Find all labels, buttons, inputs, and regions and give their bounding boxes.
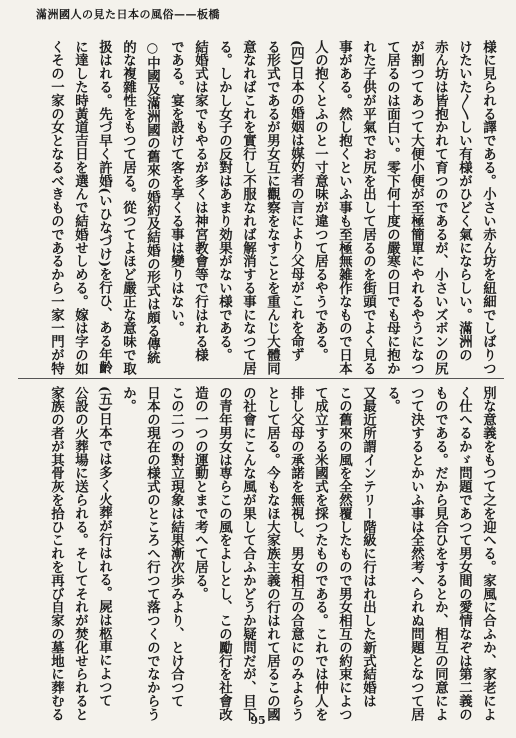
text-column: 家族の者が其骨灰を拾ひこれを再び自家の墓地に葬むる — [48, 386, 65, 721]
divider-line — [18, 378, 504, 379]
running-header: 滿洲國人の見た日本の風俗——板橋 — [36, 8, 220, 21]
text-column: 赤ん坊は皆抱かれて育つのであるが、小さいズボンの尻 — [432, 40, 449, 375]
text-column: (五)日本では多く火葬が行はれる。屍は柩車によつて — [96, 386, 113, 707]
text-column: が割つてあつて大便小便が至極簡單にやれるやうになつ — [408, 40, 425, 375]
text-column: て成立する米國式を採つたものである。これでは仲人を — [312, 386, 329, 721]
text-column: (四)日本の婚姻は媒妁者の言により父母がこれを命ず — [288, 40, 305, 361]
text-column: 的な複雜性をもつて居る。從つてよほど嚴正な意味で取 — [120, 40, 137, 375]
text-column: か。 — [120, 386, 137, 413]
text-column: 意なればこれを實行し不服なれば解消する事になつて居 — [240, 40, 257, 375]
text-column: ものである。だから見合ひをするとか、相互の同意によ — [432, 386, 449, 721]
text-column: である。宴を設けて客を享くる事は變りはない。 — [168, 40, 185, 335]
text-column: この舊來の風を全然覆したもので男女相互の約束によつ — [336, 386, 353, 721]
text-column: く仕へるかゞ問題であつて男女間の愛情なぞは第二義の — [456, 386, 473, 721]
text-column: 公設の火葬場に送られる。そしてそれが焚化せられると — [72, 386, 89, 721]
text-column: つて決するとかいふ事は全然考へられぬ問題となつて居 — [408, 386, 425, 721]
text-column: 排し父母の承諾を無視し、男女相互の合意にのみよらう — [288, 386, 305, 721]
text-column: の青年男女は専らこの風をよしとし、この勵行を社會改 — [216, 386, 233, 721]
text-column: る。 — [384, 386, 401, 413]
text-column: 事がある。然し抱くといふ事も至極無雑作なもので日本 — [336, 40, 353, 375]
text-column: て居るのは面白い。零下何十度の嚴寒の日でも母に抱か — [384, 40, 401, 375]
text-column: る形式であるが男女互に觀察をなすことを重んじ大體同 — [264, 40, 281, 375]
text-column: 又最近所謂インテリー階級に行はれ出した新式結婚は — [360, 386, 377, 708]
text-column: ○中國及滿洲國の舊來の婚約及結婚の形式は頗る傳統 — [144, 40, 161, 365]
text-column: として居る。今もなほ大家族主義の行はれて居るこの國 — [264, 386, 281, 721]
text-column: 様に見られる譯である。小さい赤ん坊を紐細でしばりつ — [480, 40, 497, 375]
text-column: に達した時黃道吉日を選んで結婚せしめる。嫁は字の如 — [72, 40, 89, 375]
text-column: 結婚式は家でもやるが多くは神宮教會等で行はれる様 — [192, 40, 209, 362]
text-column: けたいた〳〵しい有様がひどく氣にならしい。滿洲の — [456, 40, 473, 362]
text-column: 扱はれる。先づ早く許婚(いひなづけ)を行ひ、ある年齡 — [96, 40, 113, 375]
text-column: る。しかし女子の反對はあまり効果がない様である。 — [216, 40, 233, 362]
text-column: 人の抱くとふのと一寸意味が違つて居るやうである。 — [312, 40, 329, 362]
page-number: 95 — [250, 714, 266, 727]
text-column: この二つの對立現象は結果漸次歩みより、とけ合つて — [168, 386, 185, 708]
text-column: れた子供が平氣でお尻を出して居るのを街頭でよく見る — [360, 40, 377, 375]
text-column: 別な意義をもつて之を迎へる。家風に合ふか、家老によ — [480, 386, 497, 721]
text-column: の社會にこんな風が果して合ふかどうか疑問だが、目下 — [240, 386, 257, 721]
text-column: くその一家の女となるべきものであるから一家一門が特 — [48, 40, 65, 375]
text-column: 日本の現在の様式のところへ行つて落つくのでなからう — [144, 386, 161, 721]
text-column: 造の一つの運動とまで考へて居る。 — [192, 386, 209, 601]
